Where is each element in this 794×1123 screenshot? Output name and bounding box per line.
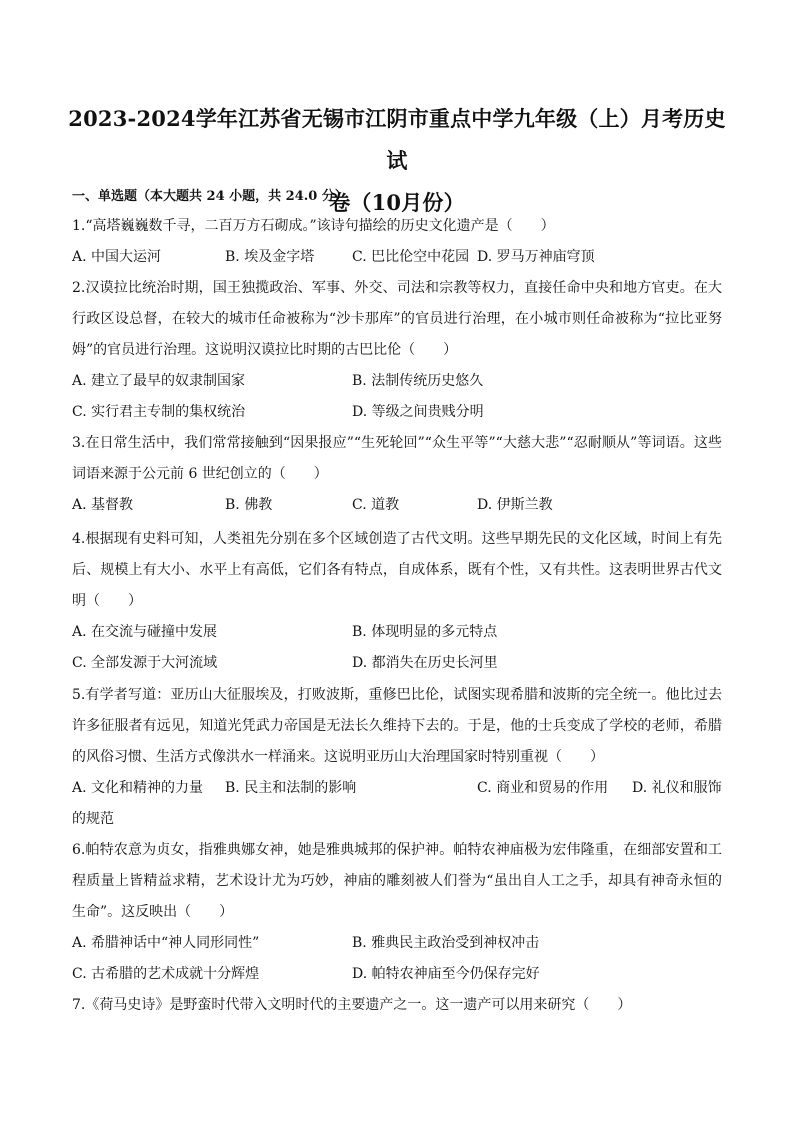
options-row bbox=[72, 242, 722, 273]
question-1 bbox=[72, 211, 722, 273]
option-b: B. 佛教 bbox=[225, 497, 273, 513]
option-d: D. 礼仪和服饰 bbox=[632, 780, 722, 796]
question-7 bbox=[72, 990, 722, 1021]
option-b: B. 法制传统历史悠久 bbox=[352, 373, 484, 389]
question-stem: 5.有学者写道：亚历山大征服埃及，打败波斯，重修巴比伦，试图实现希腊和波斯的完全统一。他比过去许多征服者有远见，知道光凭武力帝国是无法长久维持下去的。于是，他的士兵变成了学校的老师，希腊的风俗习惯、生活方式像洪水一样涌来。这说明亚历山大治理国家时特别重视（ ） bbox=[72, 687, 722, 765]
option-b: B. 雅典民主政治受到神权冲击 bbox=[352, 935, 540, 951]
question-stem: 6.帕特农意为贞女，指雅典娜女神，她是雅典城邦的保护神。帕特农神庙极为宏伟隆重，在细部安置和工程质量上皆精益求精，艺术设计尤为巧妙，神庙的雕刻被人们誉为“虽出自人工之手，却具有神奇永恒的生命”。这反映出（ ） bbox=[72, 842, 722, 920]
option-c: C. 实行君主专制的集权统治 bbox=[72, 404, 246, 420]
question-stem: 2.汉谟拉比统治时期，国王独揽政治、军事、外交、司法和宗教等权力，直接任命中央和地方官吏。在大行政区设总督，在较大的城市任命被称为“沙卡那库”的官员进行治理，在小城市则任命被称为“拉比亚努姆”的官员进行治理。这说明汉谟拉比时期的古巴比伦（ ） bbox=[72, 280, 722, 358]
option-b: B. 埃及金字塔 bbox=[225, 249, 315, 265]
options-row-continued bbox=[72, 804, 722, 835]
option-b: B. 体现明显的多元特点 bbox=[352, 624, 498, 640]
option-d: D. 罗马万神庙穹顶 bbox=[477, 249, 595, 265]
question-2 bbox=[72, 273, 722, 428]
option-a: A. 希腊神话中“神人同形同性” bbox=[72, 935, 260, 951]
exam-title bbox=[60, 98, 734, 224]
options-row bbox=[72, 617, 722, 648]
options-row bbox=[72, 648, 722, 679]
options-row bbox=[72, 928, 722, 959]
options-row bbox=[72, 959, 722, 990]
option-c: C. 巴比伦空中花园 bbox=[352, 249, 470, 265]
option-a: A. 文化和精神的力量 bbox=[72, 780, 204, 796]
option-a: A. 建立了最早的奴隶制国家 bbox=[72, 373, 246, 389]
option-c: C. 商业和贸易的作用 bbox=[477, 780, 609, 796]
question-stem: 4.根据现有史料可知，人类祖先分别在多个区域创造了古代文明。这些早期先民的文化区域，时间上有先后、规模上有大小、水平上有高低，它们各有特点，自成体系，既有个性，又有共性。这表明世界古代文明（ ） bbox=[72, 531, 722, 609]
question-3 bbox=[72, 428, 722, 521]
option-d-continued: 的规范 bbox=[72, 811, 114, 827]
options-row bbox=[72, 773, 722, 804]
exam-title-line1: 2023-2024学年江苏省无锡市江阴市重点中学九年级（上）月考历史试 bbox=[68, 106, 726, 173]
option-d: D. 等级之间贵贱分明 bbox=[352, 404, 484, 420]
options-row bbox=[72, 490, 722, 521]
question-5 bbox=[72, 680, 722, 835]
section-heading: 一、单选题（本大题共 24 小题，共 24.0 分） bbox=[72, 189, 348, 204]
option-d: D. 都消失在历史长河里 bbox=[352, 655, 498, 671]
exam-title-line2: 卷（10月份） bbox=[329, 190, 465, 215]
option-a: A. 在交流与碰撞中发展 bbox=[72, 624, 218, 640]
question-stem: 3.在日常生活中，我们常常接触到“因果报应”“生死轮回”“众生平等”“大慈大悲”“忍耐顺从”等词语。这些词语来源于公元前 6 世纪创立的（ ） bbox=[72, 435, 722, 482]
option-a: A. 中国大运河 bbox=[72, 249, 162, 265]
option-d: D. 帕特农神庙至今仍保存完好 bbox=[352, 966, 540, 982]
option-a: A. 基督教 bbox=[72, 497, 134, 513]
option-d: D. 伊斯兰教 bbox=[477, 497, 553, 513]
option-c: C. 全部发源于大河流域 bbox=[72, 655, 218, 671]
option-b: B. 民主和法制的影响 bbox=[225, 780, 357, 796]
question-stem: 1.“高塔巍巍数千寻，二百万方石砌成。”该诗句描绘的历史文化遗产是（ ） bbox=[72, 218, 555, 234]
question-stem: 7.《荷马史诗》是野蛮时代带入文明时代的主要遗产之一。这一遗产可以用来研究（ ） bbox=[72, 997, 632, 1013]
question-6 bbox=[72, 835, 722, 990]
option-c: C. 道教 bbox=[352, 497, 400, 513]
options-row bbox=[72, 397, 722, 428]
option-c: C. 古希腊的艺术成就十分辉煌 bbox=[72, 966, 260, 982]
options-row bbox=[72, 366, 722, 397]
question-4 bbox=[72, 524, 722, 679]
